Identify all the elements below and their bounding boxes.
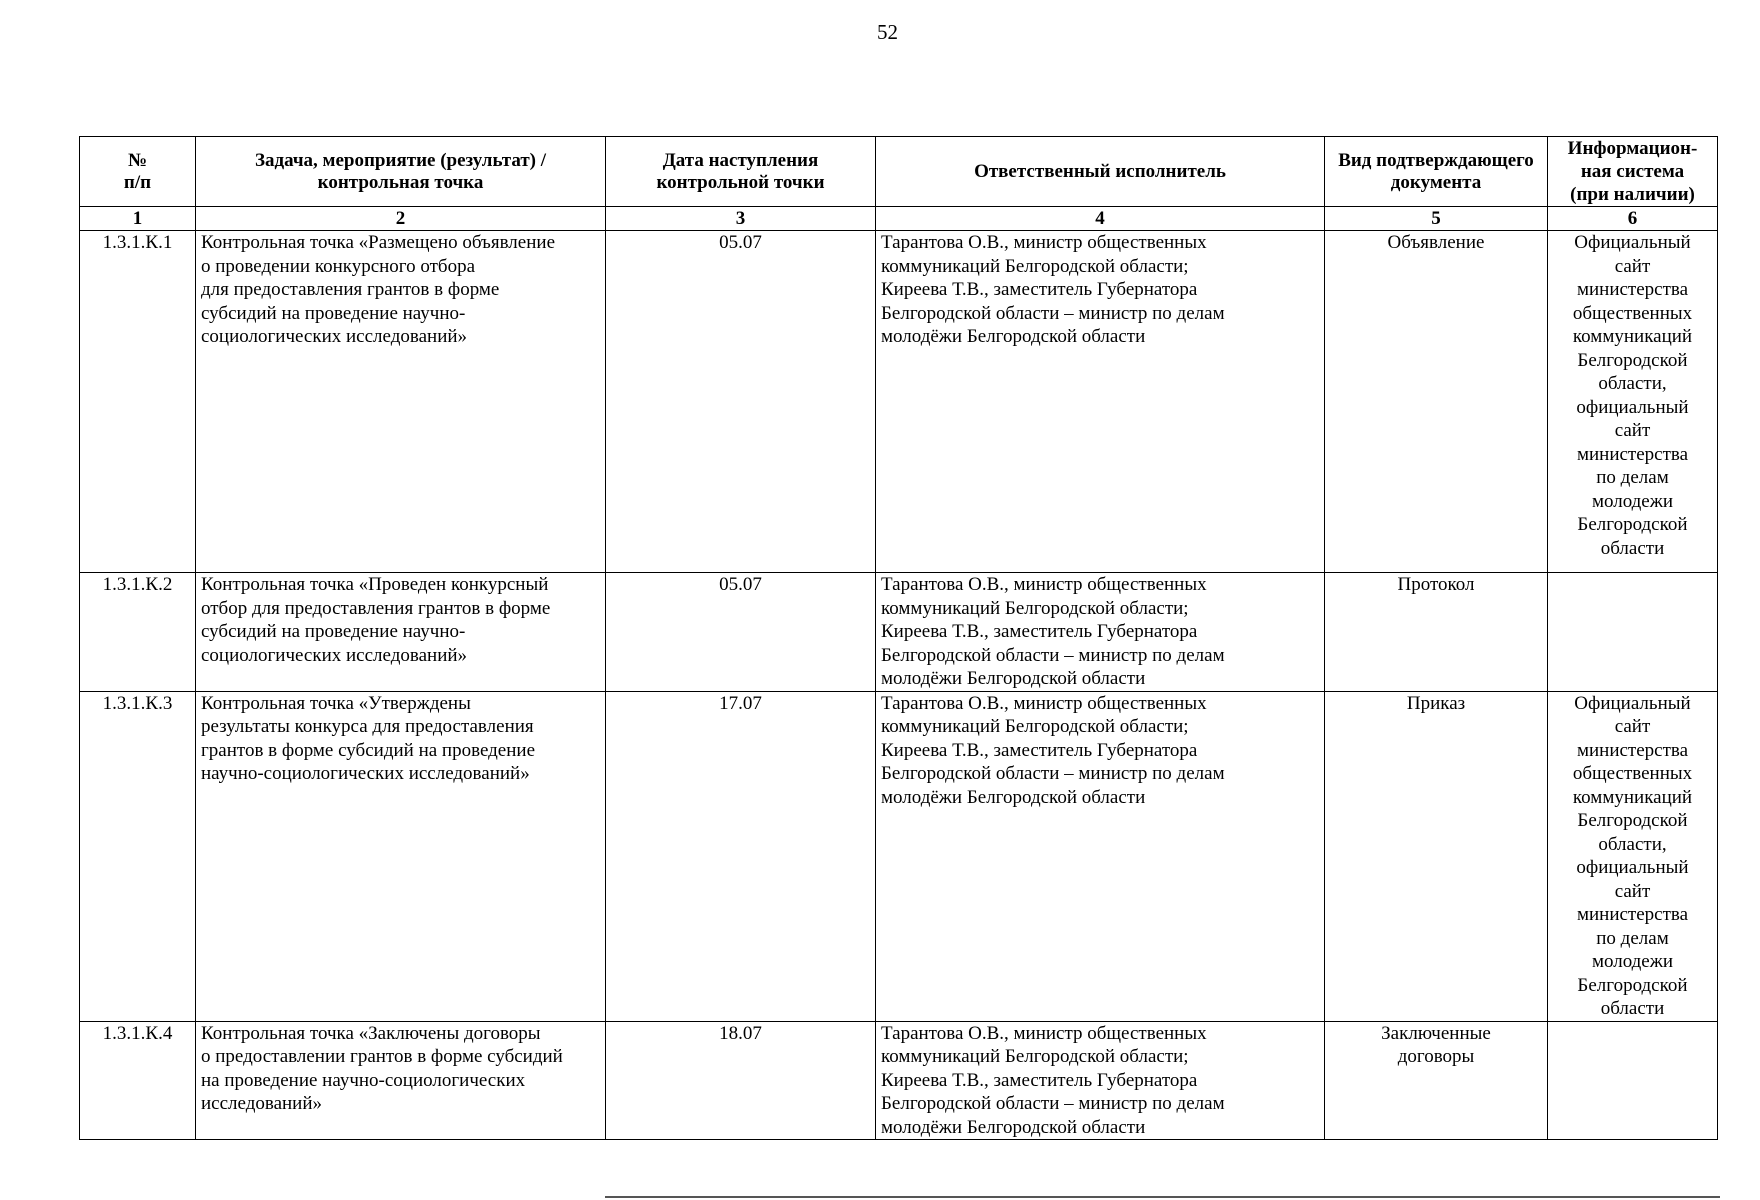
header-cell: Информацион- ная система (при наличии) bbox=[1548, 137, 1718, 207]
header-cell: № п/п bbox=[80, 137, 196, 207]
column-number: 6 bbox=[1548, 207, 1718, 231]
table-row bbox=[80, 573, 1718, 692]
date-cell: 17.07 bbox=[606, 691, 876, 1021]
document-cell: Приказ bbox=[1325, 691, 1548, 1021]
system-cell bbox=[1548, 1021, 1718, 1140]
task-cell: Контрольная точка «Утверждены результаты конкурса для предоставления грантов в форме субсидий на проведение научно-социологических исследований» bbox=[196, 691, 606, 1021]
document-cell: Объявление bbox=[1325, 231, 1548, 573]
row-number: 1.3.1.К.3 bbox=[80, 691, 196, 1021]
table-row bbox=[80, 231, 1718, 573]
system-cell: Официальный сайт министерства общественных коммуникаций Белгородской области, официальный сайт министерства по делам молодежи Белгородской области bbox=[1548, 231, 1718, 573]
document-cell: Протокол bbox=[1325, 573, 1548, 692]
document-cell: Заключенные договоры bbox=[1325, 1021, 1548, 1140]
header-cell: Ответственный исполнитель bbox=[876, 137, 1325, 207]
date-cell: 18.07 bbox=[606, 1021, 876, 1140]
column-number: 1 bbox=[80, 207, 196, 231]
table-row bbox=[80, 691, 1718, 1021]
executor-cell: Тарантова О.В., министр общественных коммуникаций Белгородской области; Киреева Т.В., заместитель Губернатора Белгородской области – министр по делам молодёжи Белгородской области bbox=[876, 1021, 1325, 1140]
system-cell bbox=[1548, 573, 1718, 692]
task-cell: Контрольная точка «Заключены договоры о предоставлении грантов в форме субсидий на проведение научно-социологических исследований» bbox=[196, 1021, 606, 1140]
row-number: 1.3.1.К.1 bbox=[80, 231, 196, 573]
column-number-row bbox=[80, 207, 1718, 231]
executor-cell: Тарантова О.В., министр общественных коммуникаций Белгородской области; Киреева Т.В., заместитель Губернатора Белгородской области – министр по делам молодёжи Белгородской области bbox=[876, 231, 1325, 573]
column-number: 2 bbox=[196, 207, 606, 231]
row-number: 1.3.1.К.4 bbox=[80, 1021, 196, 1140]
header-cell: Дата наступления контрольной точки bbox=[606, 137, 876, 207]
date-cell: 05.07 bbox=[606, 231, 876, 573]
executor-cell: Тарантова О.В., министр общественных коммуникаций Белгородской области; Киреева Т.В., заместитель Губернатора Белгородской области – министр по делам молодёжи Белгородской области bbox=[876, 691, 1325, 1021]
date-cell: 05.07 bbox=[606, 573, 876, 692]
header-cell: Вид подтверждающего документа bbox=[1325, 137, 1548, 207]
system-cell: Официальный сайт министерства общественных коммуникаций Белгородской области, официальный сайт министерства по делам молодежи Белгородской области bbox=[1548, 691, 1718, 1021]
row-number: 1.3.1.К.2 bbox=[80, 573, 196, 692]
page-number: 52 bbox=[877, 20, 898, 44]
header-cell: Задача, мероприятие (результат) / контрольная точка bbox=[196, 137, 606, 207]
task-cell: Контрольная точка «Проведен конкурсный отбор для предоставления грантов в форме субсидий на проведение научно- социологических исследований» bbox=[196, 573, 606, 692]
column-number: 4 bbox=[876, 207, 1325, 231]
task-cell: Контрольная точка «Размещено объявление о проведении конкурсного отбора для предоставления грантов в форме субсидий на проведение научно- социологических исследований» bbox=[196, 231, 606, 573]
column-number: 3 bbox=[606, 207, 876, 231]
table-row bbox=[80, 1021, 1718, 1140]
header-row bbox=[80, 137, 1718, 207]
column-number: 5 bbox=[1325, 207, 1548, 231]
executor-cell: Тарантова О.В., министр общественных коммуникаций Белгородской области; Киреева Т.В., заместитель Губернатора Белгородской области – министр по делам молодёжи Белгородской области bbox=[876, 573, 1325, 692]
scan-edge-line bbox=[605, 1196, 1720, 1198]
control-points-table bbox=[79, 136, 1718, 1140]
